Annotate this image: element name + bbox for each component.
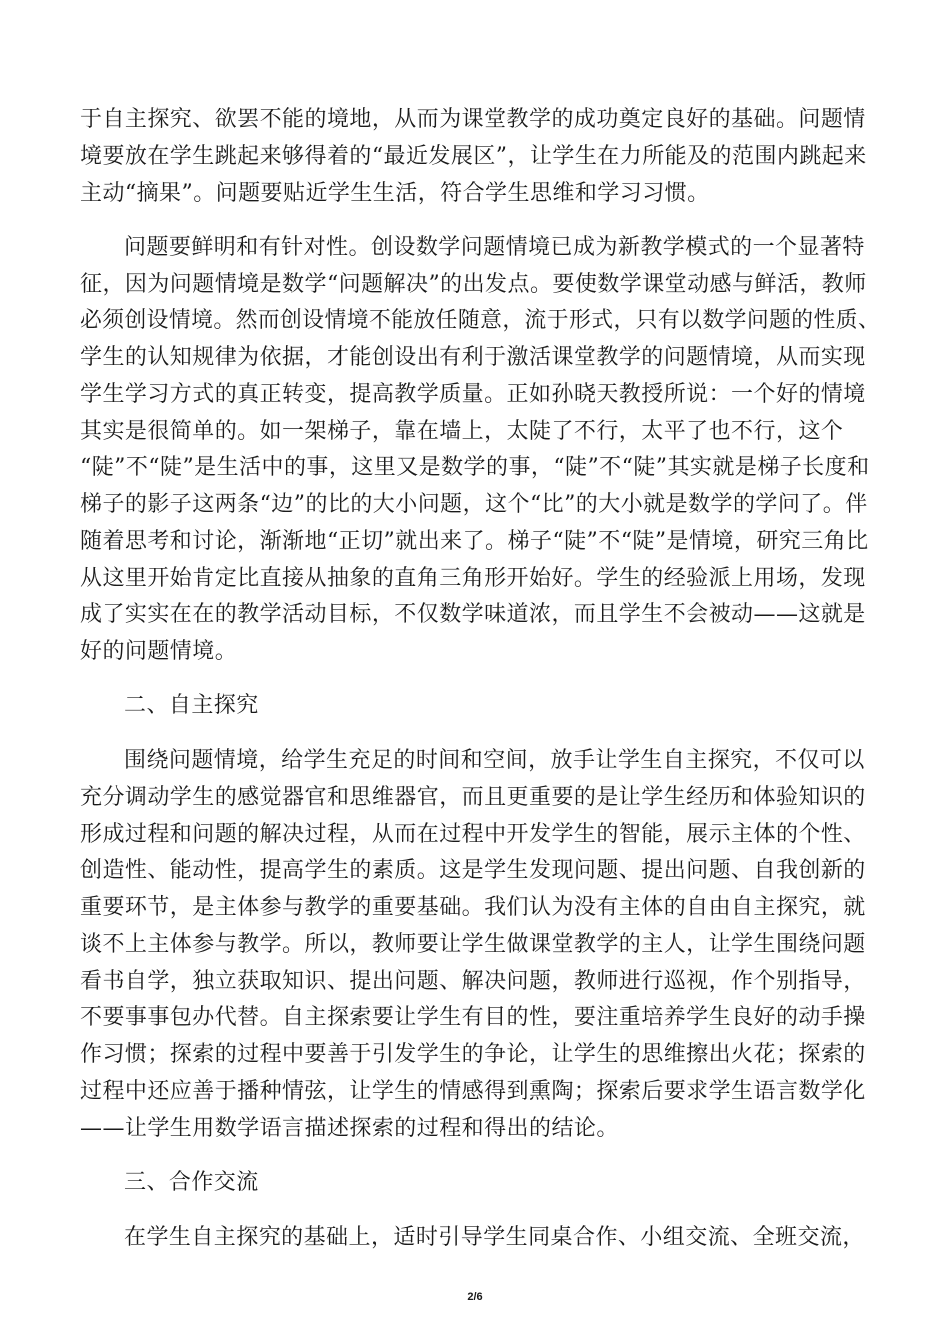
text-line: 境要放在学生跳起来够得着的“最近发展区”，让学生在力所能及的范围内跳起来 bbox=[80, 144, 867, 169]
text-line: 梯子的影子这两条“边”的比的大小问题，这个“比”的大小就是数学的学问了。伴 bbox=[80, 492, 868, 517]
text-line: 学生的认知规律为依据，才能创设出有利于激活课堂教学的问题情境，从而实现 bbox=[80, 345, 866, 370]
text-line: 看书自学，独立获取知识、提出问题、解决问题，教师进行巡视，作个别指导， bbox=[80, 969, 866, 994]
text-line: 重要环节，是主体参与教学的重要基础。我们认为没有主体的自由自主探究，就 bbox=[80, 895, 866, 920]
text-line: 形成过程和问题的解决过程，从而在过程中开发学生的智能，展示主体的个性、 bbox=[80, 822, 866, 847]
paragraph-first-line: 在学生自主探究的基础上，适时引导学生同桌合作、小组交流、全班交流， bbox=[124, 1225, 865, 1250]
text-line: 充分调动学生的感觉器官和思维器官，而且更重要的是让学生经历和体验知识的 bbox=[80, 785, 866, 810]
text-line: “陡”不“陡”是生活中的事，这里又是数学的事，“陡”不“陡”其实就是梯子长度和 bbox=[80, 455, 870, 480]
text-line: 创造性、能动性，提高学生的素质。这是学生发现问题、提出问题、自我创新的 bbox=[80, 858, 866, 883]
text-line: 其实是很简单的。如一架梯子，靠在墙上，太陡了不行，太平了也不行，这个 bbox=[80, 419, 844, 444]
text-line: 成了实实在在的教学活动目标，不仅数学味道浓，而且学生不会被动——这就是 bbox=[80, 602, 866, 627]
text-line: 征，因为问题情境是数学“问题解决”的出发点。要使数学课堂动感与鲜活，教师 bbox=[80, 272, 867, 297]
text-line: 作习惯；探索的过程中要善于引发学生的争论，让学生的思维擦出火花；探索的 bbox=[80, 1042, 866, 1067]
text-line: 不要事事包办代替。自主探索要让学生有目的性，要注重培养学生良好的动手操 bbox=[80, 1005, 866, 1030]
text-line: 于自主探究、欲罢不能的境地，从而为课堂教学的成功奠定良好的基础。问题情 bbox=[80, 107, 866, 132]
paragraph-first-line: 围绕问题情境，给学生充足的时间和空间，放手让学生自主探究，不仅可以 bbox=[124, 748, 865, 773]
section-heading: 二、自主探究 bbox=[124, 693, 259, 718]
text-line: 随着思考和讨论，渐渐地“正切”就出来了。梯子“陡”不“陡”是情境，研究三角比 bbox=[80, 529, 869, 554]
paragraph-first-line: 问题要鲜明和有针对性。创设数学问题情境已成为新教学模式的一个显著特 bbox=[124, 235, 865, 260]
section-heading: 三、合作交流 bbox=[124, 1170, 259, 1195]
text-line: 主动“摘果”。问题要贴近学生生活，符合学生思维和学习习惯。 bbox=[80, 181, 710, 206]
text-line: 必须创设情境。然而创设情境不能放任随意，流于形式，只有以数学问题的性质、 bbox=[80, 308, 881, 333]
text-line: 从这里开始肯定比直接从抽象的直角三角形开始好。学生的经验派上用场，发现 bbox=[80, 566, 866, 591]
page-number: 2/6 bbox=[467, 1291, 483, 1303]
text-line: 谈不上主体参与教学。所以，教师要让学生做课堂教学的主人，让学生围绕问题 bbox=[80, 932, 866, 957]
text-line: ——让学生用数学语言描述探索的过程和得出的结论。 bbox=[80, 1116, 619, 1141]
text-line: 学生学习方式的真正转变，提高教学质量。正如孙晓天教授所说：一个好的情境 bbox=[80, 382, 866, 407]
text-line: 过程中还应善于播种情弦，让学生的情感得到熏陶；探索后要求学生语言数学化 bbox=[80, 1079, 866, 1104]
text-line: 好的问题情境。 bbox=[80, 639, 238, 664]
